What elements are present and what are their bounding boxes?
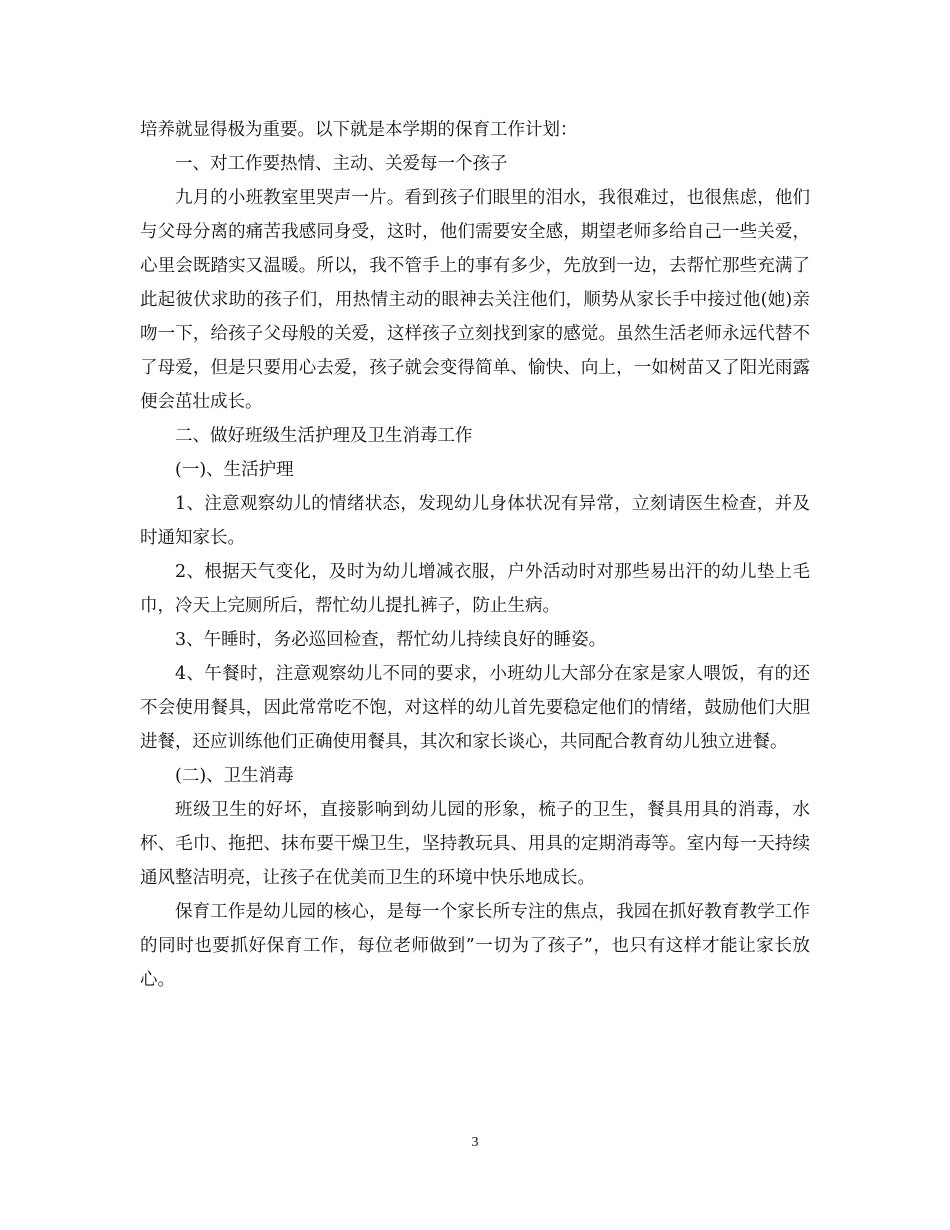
list-item-1: 1、注意观察幼儿的情绪状态，发现幼儿身体状况有异常，立刻请医生检查，并及时通知家长。: [140, 494, 810, 548]
page-number: 3: [471, 1135, 479, 1150]
section-heading-1: 一、对工作要热情、主动、关爱每一个孩子: [175, 154, 508, 174]
paragraph-continuation: 培养就显得极为重要。以下就是本学期的保育工作计划：: [140, 120, 578, 140]
list-item-2: 2、根据天气变化，及时为幼儿增减衣服，户外活动时对那些易出汗的幼儿垫上毛巾，冷天上完厕所后，帮忙幼儿提扎裤子，防止生病。: [140, 562, 810, 616]
list-item-3: 3、午睡时，务必巡回检查，帮忙幼儿持续良好的睡姿。: [175, 630, 607, 650]
paragraph-hygiene: 班级卫生的好坏，直接影响到幼儿园的形象，梳子的卫生，餐具用具的消毒，水杯、毛巾、拖把、抹布要干燥卫生，坚持教玩具、用具的定期消毒等。室内每一天持续通风整洁明亮，让孩子在优美而卫生的环境中快乐地成长。: [140, 800, 810, 888]
paragraph-september: 九月的小班教室里哭声一片。看到孩子们眼里的泪水，我很难过，也很焦虑，他们与父母分离的痛苦我感同身受，这时，他们需要安全感，期望老师多给自己一些关爱，心里会既踏实又温暖。所以，我不管手上的事有多少，先放到一边，去帮忙那些充满了此起彼伏求助的孩子们，用热情主动的眼神去关注他们，顺势从家长手中接过他(她)亲吻一下，给孩子父母般的关爱，这样孩子立刻找到家的感觉。虽然生活老师永远代替不了母爱，但是只要用心去爱，孩子就会变得简单、愉快、向上，一如树苗又了阳光雨露便会茁壮成长。: [140, 188, 810, 412]
subsection-heading-care: (一)、生活护理: [175, 460, 294, 480]
section-heading-2: 二、做好班级生活护理及卫生消毒工作: [175, 426, 473, 446]
document-body: [140, 113, 810, 997]
paragraph-conclusion: 保育工作是幼儿园的核心，是每一个家长所专注的焦点，我园在抓好教育教学工作的同时也要抓好保育工作，每位老师做到”一切为了孩子”，也只有这样才能让家长放心。: [140, 902, 810, 990]
list-item-4: 4、午餐时，注意观察幼儿不同的要求，小班幼儿大部分在家是家人喂饭，有的还不会使用餐具，因此常常吃不饱，对这样的幼儿首先要稳定他们的情绪，鼓励他们大胆进餐，还应训练他们正确使用餐具，其次和家长谈心，共同配合教育幼儿独立进餐。: [140, 664, 810, 752]
subsection-heading-hygiene: (二)、卫生消毒: [175, 766, 294, 786]
